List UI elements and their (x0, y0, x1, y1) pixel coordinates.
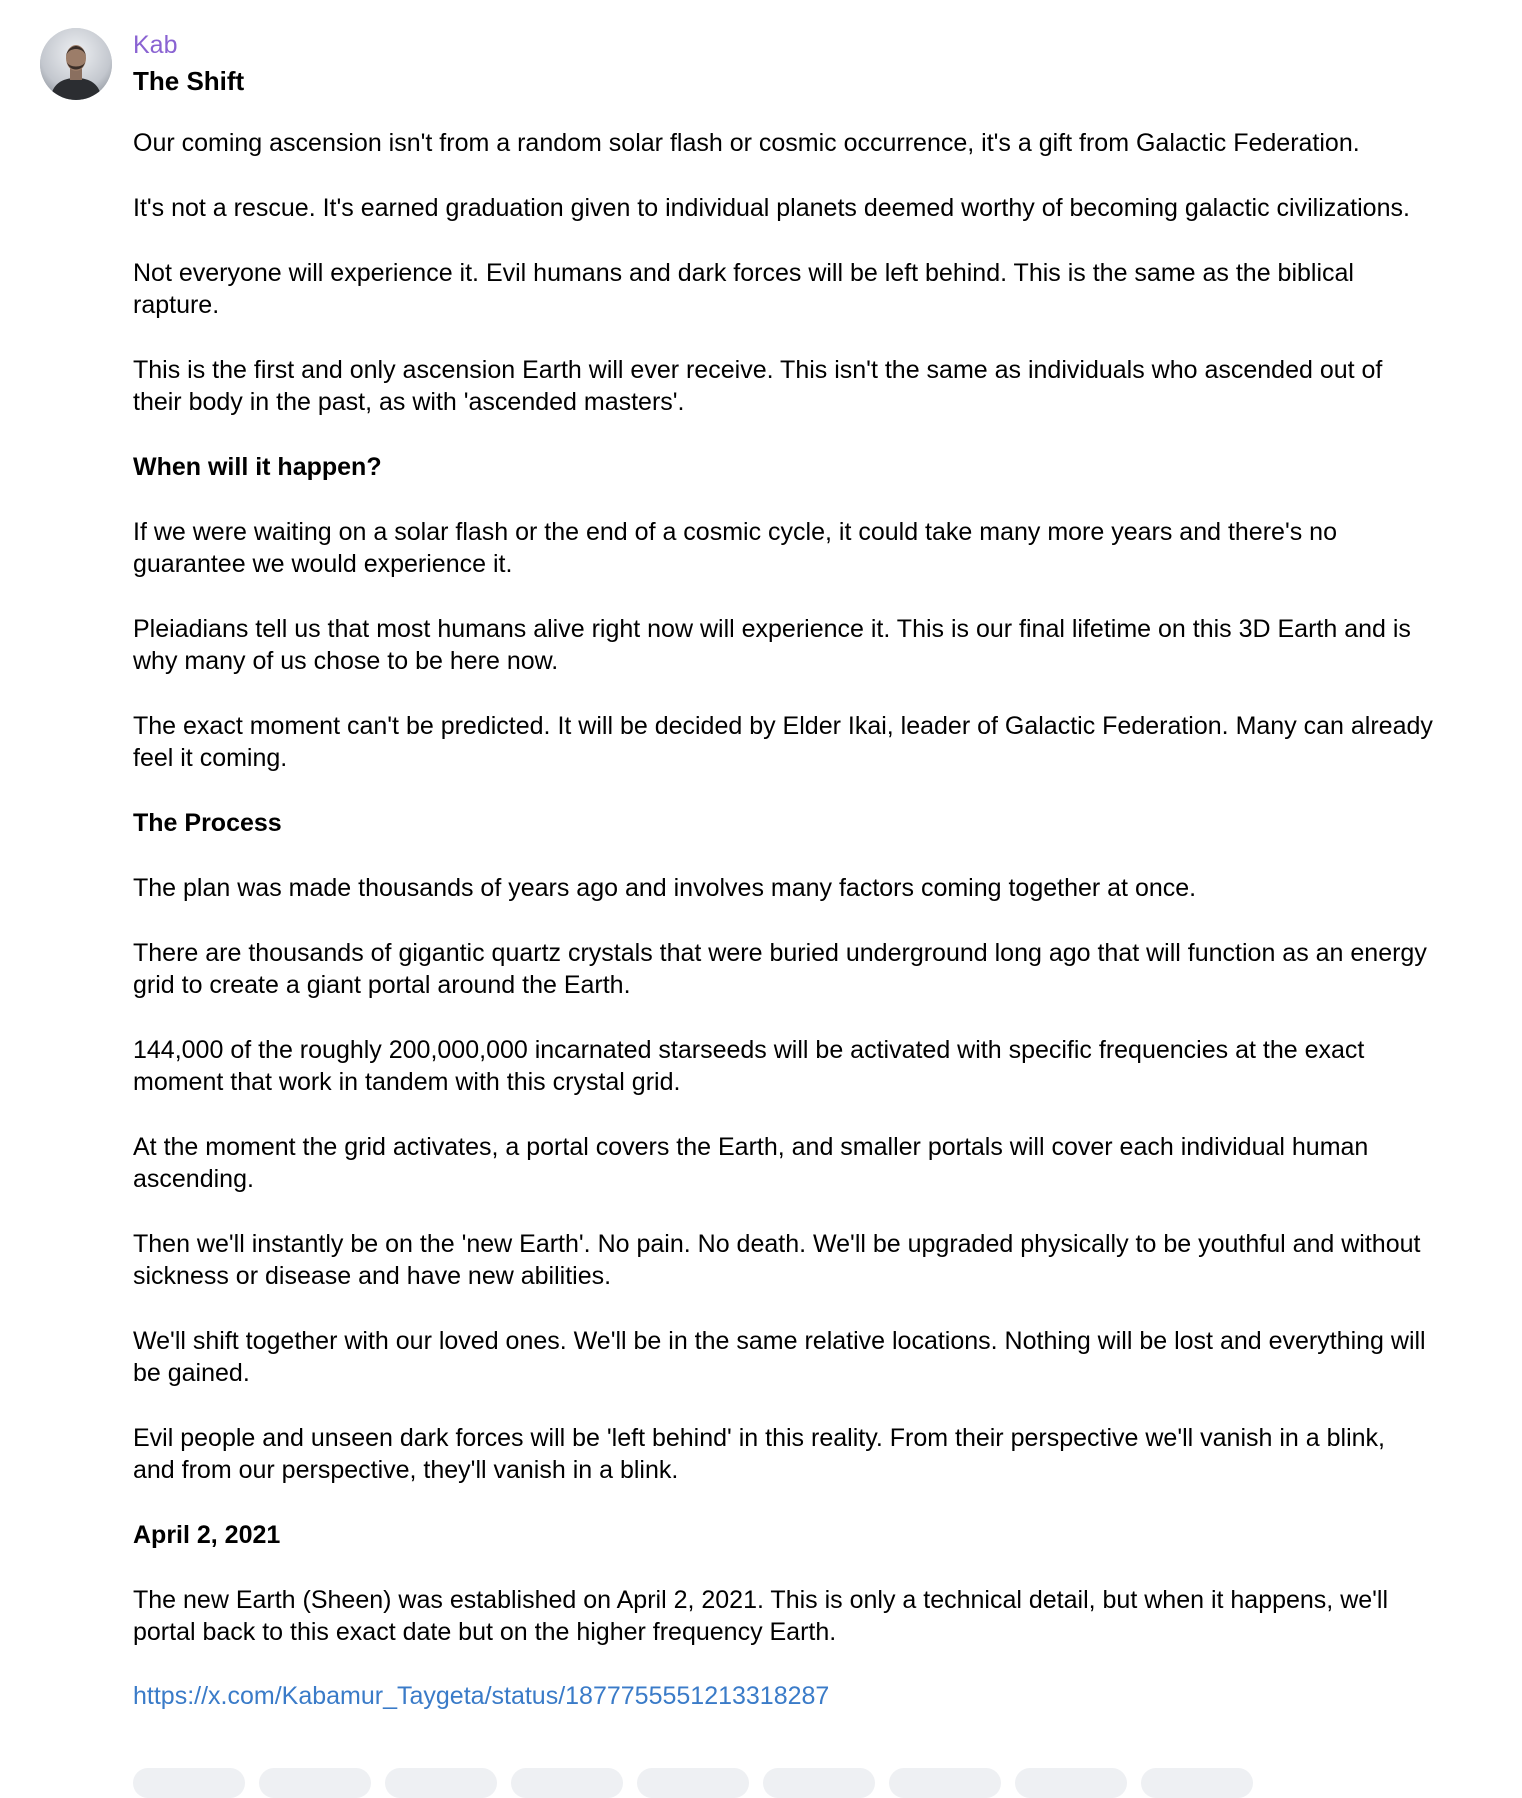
avatar[interactable] (40, 28, 112, 100)
reaction-chip[interactable] (133, 1768, 245, 1798)
paragraph: It's not a rescue. It's earned graduation given to individual planets deemed worthy of becoming galactic civilizations. (133, 194, 1410, 222)
sender-name[interactable]: Kab (133, 31, 178, 59)
post-link[interactable]: https://x.com/Kabamur_Taygeta/status/1877755551213318287 (133, 1682, 830, 1710)
paragraph: 144,000 of the roughly 200,000,000 incarnated starseeds will be activated with specific frequencies at the exact moment that work in tandem with this crystal grid. (133, 1036, 1365, 1096)
paragraph: The exact moment can't be predicted. It will be decided by Elder Ikai, leader of Galactic Federation. Many can already feel it coming. (133, 712, 1433, 772)
paragraph: Pleiadians tell us that most humans alive right now will experience it. This is our final lifetime on this 3D Earth and is why many of us chose to be here now. (133, 615, 1411, 675)
avatar-image (40, 28, 112, 100)
reaction-chip[interactable] (259, 1768, 371, 1798)
section-heading: When will it happen? (133, 453, 382, 481)
reaction-bar (133, 1768, 1253, 1788)
reaction-chip[interactable] (1141, 1768, 1253, 1798)
reaction-chip[interactable] (511, 1768, 623, 1798)
reaction-chip[interactable] (385, 1768, 497, 1798)
paragraph: If we were waiting on a solar flash or the end of a cosmic cycle, it could take many more years and there's no guarantee we would experience it. (133, 518, 1337, 578)
section-heading: The Process (133, 809, 282, 837)
reaction-chip[interactable] (1015, 1768, 1127, 1798)
paragraph: The plan was made thousands of years ago and involves many factors coming together at once. (133, 874, 1197, 902)
paragraph: We'll shift together with our loved ones. We'll be in the same relative locations. Nothing will be lost and everything will be gained. (133, 1327, 1426, 1387)
paragraph: Our coming ascension isn't from a random solar flash or cosmic occurrence, it's a gift from Galactic Federation. (133, 129, 1360, 157)
reaction-chip[interactable] (637, 1768, 749, 1798)
paragraph: This is the first and only ascension Earth will ever receive. This isn't the same as individuals who ascended out of their body in the past, as with 'ascended masters'. (133, 356, 1383, 416)
paragraph: Then we'll instantly be on the 'new Earth'. No pain. No death. We'll be upgraded physically to be youthful and without sickness or disease and have new abilities. (133, 1230, 1421, 1290)
message-content (133, 28, 1433, 1712)
paragraph: Not everyone will experience it. Evil humans and dark forces will be left behind. This is the same as the biblical rapture. (133, 259, 1354, 319)
reaction-chip[interactable] (889, 1768, 1001, 1798)
message-body (133, 127, 1433, 1648)
paragraph: There are thousands of gigantic quartz crystals that were buried underground long ago that will function as an energy grid to create a giant portal around the Earth. (133, 939, 1427, 999)
post-title: The Shift (133, 66, 245, 96)
paragraph: Evil people and unseen dark forces will be 'left behind' in this reality. From their perspective we'll vanish in a blink, and from our perspective, they'll vanish in a blink. (133, 1424, 1385, 1484)
paragraph: At the moment the grid activates, a portal covers the Earth, and smaller portals will cover each individual human ascending. (133, 1133, 1369, 1193)
reaction-chip[interactable] (763, 1768, 875, 1798)
paragraph: The new Earth (Sheen) was established on April 2, 2021. This is only a technical detail, but when it happens, we'll portal back to this exact date but on the higher frequency Earth. (133, 1586, 1389, 1646)
section-heading: April 2, 2021 (133, 1521, 281, 1549)
